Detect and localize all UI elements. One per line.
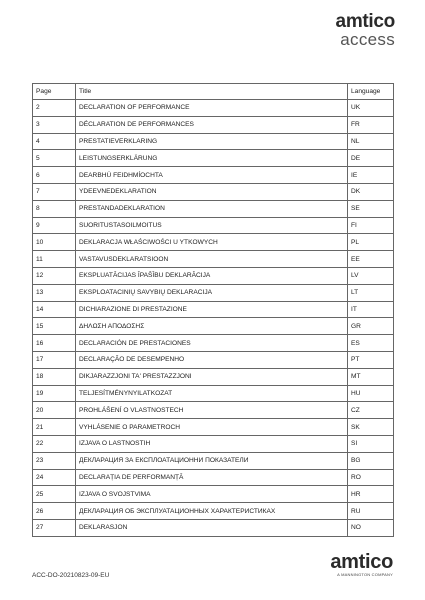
row-language: PT [348, 351, 394, 368]
row-title: PRESTATIEVERKLARING [76, 133, 348, 150]
table-row [33, 217, 394, 234]
table-row [33, 318, 394, 335]
row-language: SI [348, 435, 394, 452]
row-page: 13 [33, 284, 76, 301]
contents-table [32, 83, 394, 537]
table-row [33, 368, 394, 385]
footer-brand-name: amtico [330, 551, 393, 573]
table-row [33, 284, 394, 301]
row-page: 6 [33, 167, 76, 184]
product-name: access [340, 30, 395, 49]
row-title: DECLARAÇÃO DE DESEMPENHO [76, 351, 348, 368]
table-row [33, 167, 394, 184]
row-title: ДЕКЛАРАЦИЯ ЗА ЕКСПЛОАТАЦИОННИ ПОКАЗАТЕЛИ [76, 452, 348, 469]
row-title: DÉCLARATION DE PERFORMANCES [76, 116, 348, 133]
row-page: 24 [33, 469, 76, 486]
header-language: Language [348, 84, 394, 100]
footer-tagline: A MANNINGTON COMPANY [337, 572, 393, 577]
row-language: BG [348, 452, 394, 469]
table-header-row [33, 84, 394, 100]
row-title: DECLARATION OF PERFORMANCE [76, 100, 348, 117]
row-page: 12 [33, 267, 76, 284]
row-language: EE [348, 251, 394, 268]
row-language: FR [348, 116, 394, 133]
row-page: 23 [33, 452, 76, 469]
row-title: DEKLARASJON [76, 519, 348, 536]
row-title: DIKJARAZZJONI TA' PRESTAZZJONI [76, 368, 348, 385]
row-title: PRESTANDADEKLARATION [76, 200, 348, 217]
row-title: ДЕКЛАРАЦИЯ ОБ ЭКСПЛУАТАЦИОННЫХ ХАРАКТЕРИСТИКАХ [76, 503, 348, 520]
amtico-access-logo [336, 12, 395, 48]
row-title: DICHIARAZIONE DI PRESTAZIONE [76, 301, 348, 318]
table-row [33, 469, 394, 486]
row-language: NL [348, 133, 394, 150]
table-row [33, 419, 394, 436]
row-page: 19 [33, 385, 76, 402]
row-language: LT [348, 284, 394, 301]
row-title: ΔΗΛΩΣΗ ΑΠΟΔΟΣΗΣ [76, 318, 348, 335]
row-page: 15 [33, 318, 76, 335]
table-row [33, 251, 394, 268]
row-title: IZJAVA O SVOJSTVIMA [76, 486, 348, 503]
row-title: PROHLÁŠENÍ O VLASTNOSTECH [76, 402, 348, 419]
row-language: IE [348, 167, 394, 184]
row-title: EKSPLOATACINIŲ SAVYBIŲ DEKLARACIJA [76, 284, 348, 301]
row-page: 10 [33, 234, 76, 251]
row-language: LV [348, 267, 394, 284]
row-language: DK [348, 183, 394, 200]
row-title: DEKLARACJA WŁAŚCIWOŚCI U YTKOWYCH [76, 234, 348, 251]
row-title: VASTAVUSDEKLARATSIOON [76, 251, 348, 268]
table-row [33, 335, 394, 352]
row-page: 5 [33, 150, 76, 167]
row-title: YDEEVNEDEKLARATION [76, 183, 348, 200]
row-page: 22 [33, 435, 76, 452]
row-language: NO [348, 519, 394, 536]
table-row [33, 116, 394, 133]
row-page: 3 [33, 116, 76, 133]
table-row [33, 150, 394, 167]
table-row [33, 200, 394, 217]
row-language: SE [348, 200, 394, 217]
row-title: DEARBHÚ FEIDHMÍOCHTA [76, 167, 348, 184]
table-row [33, 234, 394, 251]
row-language: RO [348, 469, 394, 486]
row-title: DECLARAȚIA DE PERFORMANȚĂ [76, 469, 348, 486]
row-page: 21 [33, 419, 76, 436]
row-page: 20 [33, 402, 76, 419]
row-page: 14 [33, 301, 76, 318]
row-language: DE [348, 150, 394, 167]
row-language: PL [348, 234, 394, 251]
row-title: VYHLÁSENIE O PARAMETROCH [76, 419, 348, 436]
brand-name: amtico [335, 11, 395, 32]
row-language: IT [348, 301, 394, 318]
row-page: 16 [33, 335, 76, 352]
row-language: FI [348, 217, 394, 234]
table-body [33, 100, 394, 537]
row-page: 18 [33, 368, 76, 385]
row-page: 11 [33, 251, 76, 268]
document-code: ACC-DO-20210823-09-EU [32, 572, 110, 579]
table-row [33, 351, 394, 368]
row-language: HU [348, 385, 394, 402]
row-title: IZJAVA O LASTNOSTIH [76, 435, 348, 452]
row-page: 2 [33, 100, 76, 117]
table-row [33, 183, 394, 200]
row-page: 7 [33, 183, 76, 200]
table-row [33, 385, 394, 402]
row-title: EKSPLUATĀCIJAS ĪPAŠĪBU DEKLARĀCIJA [76, 267, 348, 284]
table-row [33, 486, 394, 503]
row-page: 4 [33, 133, 76, 150]
table-row [33, 519, 394, 536]
row-language: CZ [348, 402, 394, 419]
table-row [33, 503, 394, 520]
row-language: ES [348, 335, 394, 352]
table-row [33, 402, 394, 419]
row-page: 27 [33, 519, 76, 536]
row-language: SK [348, 419, 394, 436]
row-page: 26 [33, 503, 76, 520]
table-row [33, 133, 394, 150]
table-row [33, 435, 394, 452]
row-language: RU [348, 503, 394, 520]
row-title: TELJESÍTMÉNYNYILATKOZAT [76, 385, 348, 402]
row-page: 25 [33, 486, 76, 503]
table-row [33, 267, 394, 284]
table-row [33, 100, 394, 117]
table-row [33, 452, 394, 469]
row-page: 8 [33, 200, 76, 217]
header-page: Page [33, 84, 76, 100]
row-language: MT [348, 368, 394, 385]
row-title: LEISTUNGSERKLÄRUNG [76, 150, 348, 167]
row-language: GR [348, 318, 394, 335]
row-language: HR [348, 486, 394, 503]
row-language: UK [348, 100, 394, 117]
header-title: Title [76, 84, 348, 100]
row-page: 9 [33, 217, 76, 234]
table-row [33, 301, 394, 318]
row-page: 17 [33, 351, 76, 368]
row-title: DECLARACIÓN DE PRESTACIONES [76, 335, 348, 352]
amtico-logo [330, 552, 393, 577]
row-title: SUORITUSTASOILMOITUS [76, 217, 348, 234]
